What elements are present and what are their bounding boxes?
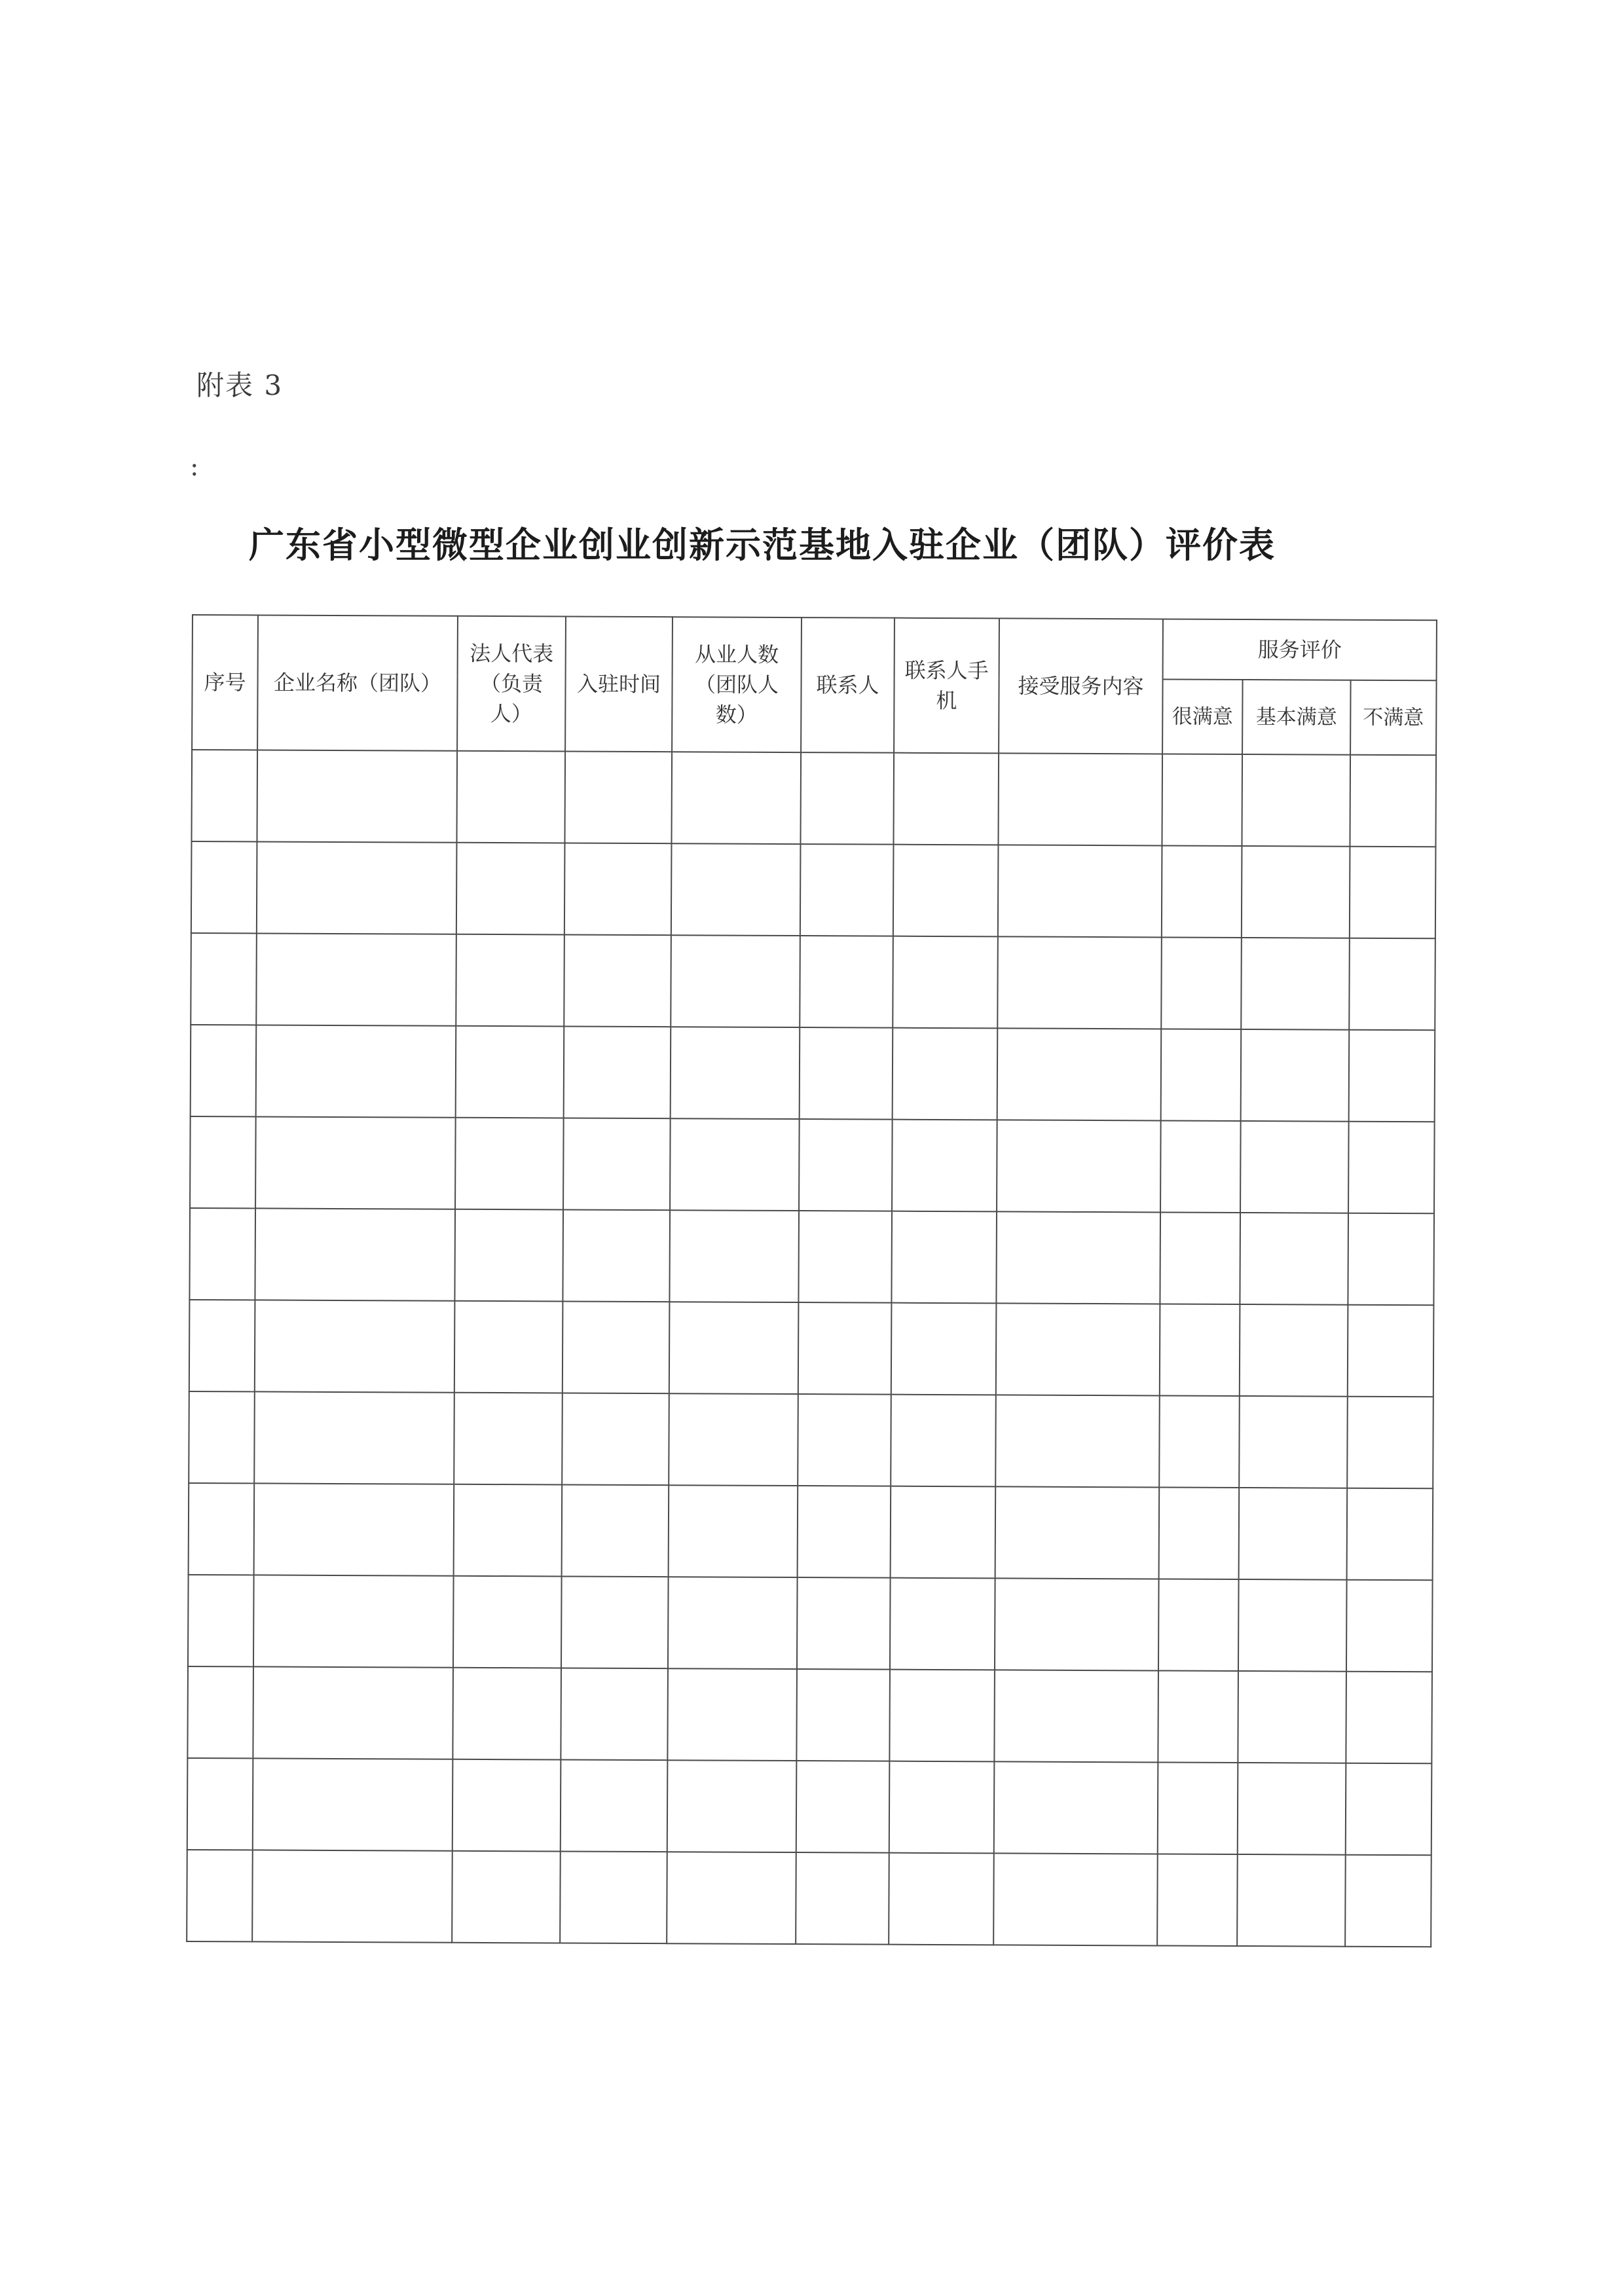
- cell-basically-satisfied[interactable]: [1240, 1213, 1348, 1305]
- cell-entry-time[interactable]: [564, 1026, 671, 1118]
- cell-entry-time[interactable]: [563, 1209, 670, 1302]
- table-row: [191, 750, 1436, 847]
- cell-very-satisfied[interactable]: [1162, 845, 1242, 938]
- cell-services[interactable]: [994, 1670, 1158, 1762]
- cell-basically-satisfied[interactable]: [1242, 754, 1350, 847]
- cell-company-name[interactable]: [256, 933, 456, 1025]
- table-row: [191, 841, 1436, 938]
- cell-seq[interactable]: [191, 841, 257, 933]
- table-row: [191, 1025, 1435, 1122]
- cell-entry-time[interactable]: [562, 1393, 669, 1485]
- table-row: [187, 1666, 1432, 1763]
- cell-very-satisfied[interactable]: [1161, 937, 1242, 1029]
- cell-contact-phone[interactable]: [890, 1578, 995, 1670]
- cell-contact[interactable]: [796, 1761, 890, 1853]
- cell-seq[interactable]: [187, 1666, 253, 1758]
- cell-not-satisfied[interactable]: [1348, 1213, 1434, 1306]
- header-services: 接受服务内容: [999, 618, 1163, 754]
- cell-services[interactable]: [995, 1395, 1160, 1487]
- table-row: [189, 1300, 1434, 1397]
- cell-employees[interactable]: [670, 1118, 800, 1211]
- cell-not-satisfied[interactable]: [1349, 1030, 1435, 1122]
- cell-contact[interactable]: [798, 1486, 891, 1578]
- cell-legal-rep[interactable]: [453, 1576, 562, 1668]
- cell-contact[interactable]: [796, 1669, 890, 1761]
- cell-employees[interactable]: [669, 1485, 798, 1577]
- cell-contact-phone[interactable]: [893, 753, 999, 845]
- cell-basically-satisfied[interactable]: [1239, 1488, 1348, 1580]
- cell-contact[interactable]: [798, 1302, 892, 1395]
- cell-very-satisfied[interactable]: [1158, 1579, 1239, 1671]
- cell-seq[interactable]: [187, 1758, 253, 1850]
- cell-entry-time[interactable]: [563, 1118, 671, 1210]
- cell-basically-satisfied[interactable]: [1240, 1304, 1348, 1397]
- cell-very-satisfied[interactable]: [1158, 1670, 1238, 1763]
- cell-very-satisfied[interactable]: [1160, 1120, 1241, 1213]
- cell-basically-satisfied[interactable]: [1238, 1671, 1346, 1763]
- cell-services[interactable]: [996, 1303, 1160, 1395]
- cell-company-name[interactable]: [257, 841, 457, 934]
- header-basically-satisfied: 基本满意: [1242, 680, 1350, 755]
- cell-contact-phone[interactable]: [889, 1853, 994, 1945]
- header-employees: 从业人数（团队人数）: [672, 617, 802, 752]
- cell-company-name[interactable]: [254, 1483, 454, 1575]
- cell-legal-rep[interactable]: [452, 1851, 561, 1943]
- cell-company-name[interactable]: [252, 1850, 452, 1942]
- cell-very-satisfied[interactable]: [1158, 1762, 1238, 1854]
- cell-entry-time[interactable]: [561, 1759, 668, 1852]
- cell-legal-rep[interactable]: [454, 1393, 563, 1485]
- cell-basically-satisfied[interactable]: [1237, 1854, 1346, 1947]
- cell-employees[interactable]: [669, 1210, 799, 1302]
- cell-entry-time[interactable]: [561, 1576, 669, 1668]
- cell-very-satisfied[interactable]: [1160, 1304, 1240, 1396]
- cell-contact[interactable]: [798, 1394, 891, 1486]
- header-evaluation-group: 服务评价: [1163, 619, 1437, 680]
- cell-company-name[interactable]: [253, 1758, 453, 1850]
- cell-contact-phone[interactable]: [893, 845, 999, 937]
- annex-label: 附表 3: [196, 369, 284, 401]
- cell-contact-phone[interactable]: [891, 1486, 996, 1579]
- cell-legal-rep[interactable]: [455, 1118, 564, 1210]
- cell-entry-time[interactable]: [563, 1301, 670, 1393]
- cell-basically-satisfied[interactable]: [1238, 1579, 1347, 1672]
- cell-services[interactable]: [995, 1578, 1159, 1670]
- cell-seq[interactable]: [189, 1483, 255, 1575]
- cell-contact-phone[interactable]: [889, 1761, 995, 1854]
- cell-services[interactable]: [994, 1761, 1158, 1854]
- cell-company-name[interactable]: [255, 1116, 456, 1209]
- cell-seq[interactable]: [189, 1391, 255, 1483]
- cell-not-satisfied[interactable]: [1350, 755, 1436, 847]
- cell-contact[interactable]: [800, 1027, 893, 1120]
- cell-company-name[interactable]: [255, 1208, 455, 1300]
- cell-not-satisfied[interactable]: [1348, 1305, 1434, 1397]
- cell-seq[interactable]: [191, 933, 257, 1025]
- table-row: [187, 1850, 1431, 1947]
- header-contact: 联系人: [801, 617, 895, 753]
- cell-not-satisfied[interactable]: [1349, 938, 1435, 1031]
- cell-basically-satisfied[interactable]: [1240, 1121, 1349, 1213]
- header-seq: 序号: [192, 615, 258, 750]
- cell-contact-phone[interactable]: [893, 936, 998, 1029]
- table-row: [188, 1575, 1433, 1672]
- cell-contact-phone[interactable]: [892, 1120, 997, 1212]
- cell-employees[interactable]: [671, 843, 801, 936]
- cell-entry-time[interactable]: [564, 843, 672, 935]
- table-row: [189, 1391, 1433, 1488]
- cell-employees[interactable]: [671, 1027, 800, 1119]
- cell-services[interactable]: [995, 1486, 1160, 1579]
- cell-seq[interactable]: [191, 1025, 257, 1116]
- table-row: [191, 933, 1435, 1030]
- header-contact-phone: 联系人手机: [894, 618, 999, 754]
- cell-not-satisfied[interactable]: [1348, 1122, 1435, 1214]
- cell-company-name[interactable]: [253, 1666, 453, 1759]
- cell-seq[interactable]: [187, 1850, 253, 1941]
- cell-contact[interactable]: [796, 1852, 889, 1945]
- cell-seq[interactable]: [188, 1575, 254, 1666]
- header-entry-time: 入驻时间: [565, 616, 673, 752]
- cell-basically-satisfied[interactable]: [1241, 1029, 1350, 1122]
- page-title: 广东省小型微型企业创业创新示范基地入驻企业（团队）评价表: [249, 524, 1276, 566]
- cell-entry-time[interactable]: [562, 1484, 669, 1577]
- cell-not-satisfied[interactable]: [1346, 1580, 1433, 1672]
- cell-very-satisfied[interactable]: [1162, 754, 1242, 846]
- cell-very-satisfied[interactable]: [1160, 1212, 1240, 1304]
- cell-employees[interactable]: [669, 1393, 798, 1486]
- cell-contact[interactable]: [797, 1577, 891, 1670]
- cell-basically-satisfied[interactable]: [1239, 1396, 1348, 1488]
- cell-contact-phone[interactable]: [891, 1395, 996, 1487]
- cell-contact[interactable]: [800, 844, 894, 936]
- cell-entry-time[interactable]: [564, 751, 672, 843]
- cell-legal-rep[interactable]: [452, 1759, 561, 1852]
- header-legal-rep: 法人代表（负责人）: [457, 616, 566, 752]
- cell-company-name[interactable]: [256, 1025, 456, 1117]
- cell-services[interactable]: [997, 1028, 1162, 1120]
- cell-legal-rep[interactable]: [456, 934, 564, 1027]
- table-row: [189, 1208, 1434, 1305]
- cell-contact-phone[interactable]: [891, 1211, 997, 1304]
- cell-entry-time[interactable]: [564, 934, 671, 1027]
- cell-services[interactable]: [993, 1853, 1158, 1945]
- cell-legal-rep[interactable]: [454, 1209, 563, 1302]
- cell-contact[interactable]: [800, 752, 894, 845]
- cell-entry-time[interactable]: [561, 1668, 668, 1760]
- cell-contact[interactable]: [800, 936, 893, 1028]
- cell-legal-rep[interactable]: [456, 751, 565, 843]
- cell-services[interactable]: [997, 936, 1162, 1029]
- cell-employees[interactable]: [671, 752, 801, 844]
- cell-very-satisfied[interactable]: [1159, 1487, 1240, 1579]
- cell-company-name[interactable]: [257, 750, 457, 842]
- header-very-satisfied: 很满意: [1162, 679, 1242, 754]
- cell-very-satisfied[interactable]: [1161, 1029, 1242, 1121]
- table-body: [187, 750, 1436, 1947]
- cell-contact-phone[interactable]: [893, 1028, 998, 1120]
- cell-employees[interactable]: [669, 1302, 799, 1394]
- cell-contact-phone[interactable]: [891, 1303, 997, 1395]
- cell-services[interactable]: [996, 1211, 1160, 1304]
- cell-seq[interactable]: [191, 750, 257, 841]
- cell-legal-rep[interactable]: [456, 1026, 564, 1118]
- cell-employees[interactable]: [667, 1852, 796, 1944]
- cell-company-name[interactable]: [253, 1575, 454, 1667]
- cell-not-satisfied[interactable]: [1347, 1397, 1433, 1489]
- cell-basically-satisfied[interactable]: [1242, 846, 1350, 938]
- header-not-satisfied: 不满意: [1350, 680, 1437, 756]
- cell-company-name[interactable]: [255, 1300, 455, 1392]
- cell-services[interactable]: [998, 845, 1162, 937]
- cell-legal-rep[interactable]: [454, 1301, 563, 1393]
- cell-basically-satisfied[interactable]: [1241, 938, 1350, 1030]
- cell-legal-rep[interactable]: [452, 1668, 561, 1760]
- cell-entry-time[interactable]: [560, 1851, 667, 1943]
- cell-contact[interactable]: [798, 1211, 892, 1303]
- cell-not-satisfied[interactable]: [1345, 1855, 1431, 1947]
- evaluation-table: [186, 614, 1437, 1947]
- cell-contact[interactable]: [799, 1119, 893, 1211]
- cell-company-name[interactable]: [254, 1391, 454, 1484]
- header-company-name: 企业名称（团队）: [257, 615, 458, 750]
- cell-services[interactable]: [998, 753, 1162, 845]
- cell-seq[interactable]: [190, 1116, 256, 1208]
- cell-employees[interactable]: [667, 1760, 797, 1852]
- cell-employees[interactable]: [668, 1577, 798, 1669]
- cell-very-satisfied[interactable]: [1157, 1854, 1238, 1946]
- cell-employees[interactable]: [667, 1668, 797, 1761]
- cell-legal-rep[interactable]: [454, 1484, 563, 1577]
- scan-mark: :: [190, 452, 199, 482]
- table-row: [187, 1758, 1432, 1855]
- cell-basically-satisfied[interactable]: [1238, 1763, 1346, 1855]
- cell-legal-rep[interactable]: [456, 843, 565, 935]
- cell-not-satisfied[interactable]: [1346, 1672, 1432, 1764]
- cell-contact-phone[interactable]: [889, 1670, 995, 1762]
- cell-not-satisfied[interactable]: [1347, 1488, 1433, 1581]
- cell-very-satisfied[interactable]: [1159, 1395, 1240, 1488]
- table-row: [190, 1116, 1435, 1213]
- cell-services[interactable]: [997, 1120, 1161, 1212]
- table-row: [189, 1483, 1433, 1580]
- cell-employees[interactable]: [671, 935, 800, 1027]
- cell-seq[interactable]: [189, 1208, 255, 1300]
- cell-not-satisfied[interactable]: [1346, 1763, 1432, 1856]
- cell-not-satisfied[interactable]: [1350, 847, 1436, 939]
- cell-seq[interactable]: [189, 1300, 255, 1391]
